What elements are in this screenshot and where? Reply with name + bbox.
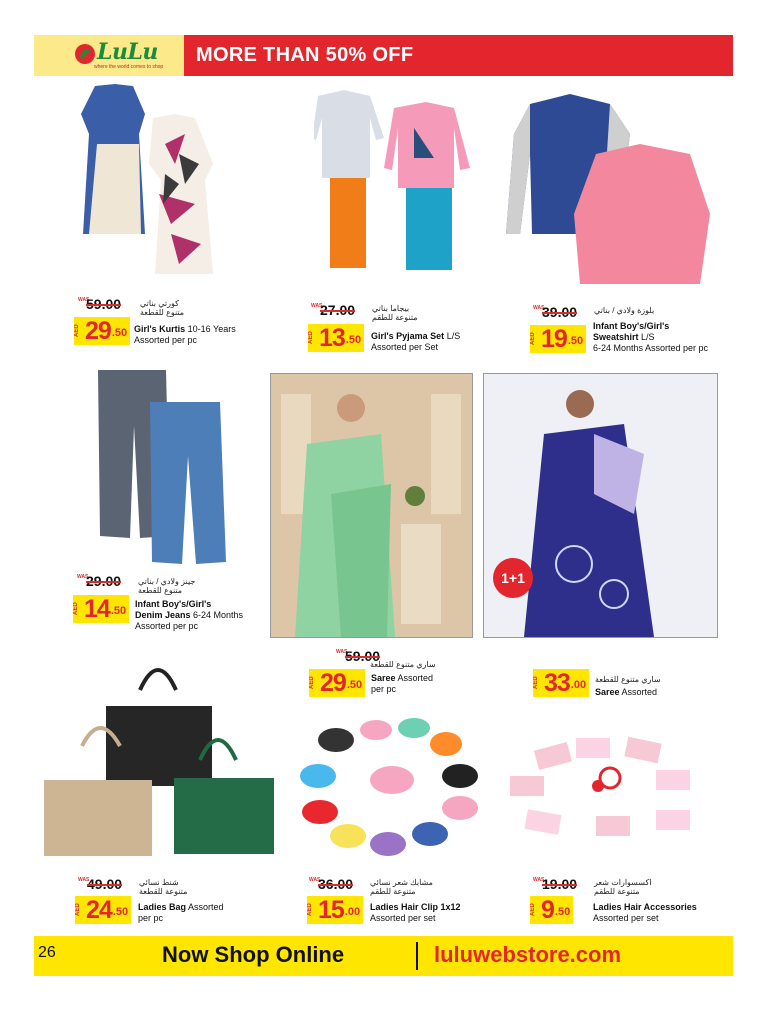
jeans-was-price: 29.00 (86, 573, 122, 589)
kurtis-illustration (75, 84, 235, 280)
kurtis-image[interactable] (75, 84, 235, 280)
saree-blue-price-dec: .00 (570, 679, 587, 691)
sweatshirt-price-int: 19 (541, 325, 567, 353)
bag-name: Ladies Bag (138, 902, 187, 912)
accessories-line2: Assorted per set (593, 913, 659, 923)
saree-blue-price-int: 33 (544, 669, 570, 697)
footer-divider (416, 942, 418, 970)
kurtis-price (74, 317, 130, 345)
saree-green-desc (371, 673, 491, 695)
kurtis-name-rest: 10-16 Years (185, 324, 236, 334)
jeans-illustration (90, 366, 238, 566)
bag-image[interactable] (40, 660, 278, 860)
bag-currency: AED (75, 896, 85, 924)
clip-line2: Assorted per set (370, 913, 436, 923)
bag-was-tag: WAS (78, 877, 90, 883)
saree-green-currency: AED (309, 669, 319, 697)
kurtis-desc (134, 324, 294, 346)
sweatshirt-was-price: 39.00 (542, 304, 578, 320)
bag-illustration (40, 660, 278, 860)
sweatshirt-name-rest: L/S (638, 332, 655, 342)
saree-green-name-rest: Assorted (395, 673, 434, 683)
saree-blue-desc (595, 687, 715, 698)
saree-blue-currency: AED (533, 669, 543, 697)
pyjama-was-tag: WAS (311, 303, 323, 309)
pyjama-currency: AED (308, 324, 318, 352)
accessories-was-tag: WAS (533, 877, 545, 883)
bag-price-dec: .50 (112, 906, 129, 918)
sweatshirt-illustration (500, 94, 716, 288)
logo-tagline: where the world comes to shop (94, 64, 164, 70)
pyjama-price-dec: .50 (345, 334, 362, 346)
jeans-price-int: 14 (84, 595, 110, 623)
kurtis-name: Girl's Kurtis (134, 324, 186, 334)
accessories-desc (593, 902, 733, 924)
pyjama-illustration (314, 88, 472, 273)
bag-price-int: 24 (86, 896, 112, 924)
accessories-price (530, 896, 573, 924)
jeans-name-rest: 6-24 Months (190, 610, 244, 620)
saree-blue-name: Saree (595, 687, 620, 697)
saree-green-was-tag: WAS (336, 649, 348, 655)
jeans-price-dec: .50 (110, 605, 127, 617)
pyjama-image[interactable] (314, 88, 472, 273)
bag-arabic: شنط نسائي متنوعة للقطعة (139, 878, 188, 896)
hair-accessories-image[interactable] (506, 736, 716, 848)
saree-blue-illustration (484, 374, 717, 637)
kurtis-line2: Assorted per pc (134, 335, 198, 345)
sweatshirt-currency: AED (530, 325, 540, 353)
bag-price (75, 896, 131, 924)
jeans-image[interactable] (90, 366, 238, 566)
hair-clip-image[interactable] (296, 716, 486, 862)
saree-green-arabic: ساري متنوع للقطعة (370, 660, 436, 669)
kurtis-currency: AED (74, 317, 84, 345)
jeans-price (73, 595, 129, 623)
logo-wordmark: LuLu (97, 39, 158, 65)
clip-price-dec: .00 (344, 906, 361, 918)
accessories-price-int: 9 (541, 896, 554, 924)
clip-price-int: 15 (318, 896, 344, 924)
bag-was-price: 49.00 (87, 876, 123, 892)
accessories-arabic: اكسسوارات شعر متنوعة للطقم (594, 878, 652, 896)
kurtis-arabic: كورتي بناتي متنوع للقطعة (140, 299, 185, 317)
pyjama-price-int: 13 (319, 324, 345, 352)
kurtis-was-tag: WAS (78, 297, 90, 303)
footer-bar (34, 936, 733, 976)
saree-green-was-price: 59.00 (345, 648, 381, 664)
kurtis-price-dec: .50 (111, 327, 128, 339)
lulu-leaf-icon (74, 43, 96, 65)
pyjama-desc (371, 331, 521, 353)
saree-green-price (309, 669, 365, 697)
jeans-name2: Denim Jeans (135, 610, 191, 620)
saree-blue-price (533, 669, 589, 697)
pyjama-name-rest: L/S (444, 331, 461, 341)
bag-desc (138, 902, 268, 924)
jeans-line2: Assorted per pc (135, 621, 199, 631)
pyjama-name: Girl's Pyjama Set (371, 331, 445, 341)
clip-price (307, 896, 363, 924)
clip-currency: AED (307, 896, 317, 924)
jeans-name: Infant Boy's/Girl's (135, 599, 212, 609)
sweatshirt-name: Infant Boy's/Girl's (593, 321, 670, 331)
sweatshirt-image[interactable] (500, 94, 716, 288)
accessories-name: Ladies Hair Accessories (593, 902, 697, 912)
pyjama-price (308, 324, 364, 352)
sweatshirt-price (530, 325, 586, 353)
clip-desc (370, 902, 510, 924)
bag-name-rest: Assorted (186, 902, 224, 912)
promo-banner: MORE THAN 50% OFF (184, 35, 733, 76)
saree-blue-name-rest: Assorted (619, 687, 658, 697)
sweatshirt-was-tag: WAS (533, 305, 545, 311)
saree-blue-image[interactable] (483, 373, 718, 638)
bag-line2: per pc (138, 913, 164, 923)
lulu-logo (34, 35, 184, 76)
clip-was-tag: WAS (309, 877, 321, 883)
website-link[interactable]: luluwebstore.com (434, 942, 622, 967)
saree-green-name: Saree (371, 673, 396, 683)
saree-green-line2: per pc (371, 684, 397, 694)
sweatshirt-line2: 6-24 Months Assorted per pc (593, 343, 709, 353)
jeans-was-tag: WAS (77, 574, 89, 580)
saree-blue-arabic: ساري متنوع للقطعة (595, 675, 661, 684)
clip-arabic: مشابك شعر نسائي متنوعة للطقم (370, 878, 433, 896)
accessories-price-dec: .50 (554, 906, 571, 918)
hair-clip-illustration (296, 716, 486, 862)
sweatshirt-price-dec: .50 (567, 335, 584, 347)
saree-green-image[interactable] (270, 373, 473, 638)
clip-was-price: 36.00 (318, 876, 354, 892)
kurtis-price-int: 29 (85, 317, 111, 345)
saree-green-illustration (271, 374, 472, 637)
saree-blue-offer-badge: 1+1 (493, 558, 533, 598)
kurtis-was-price: 59.00 (86, 296, 122, 312)
sweatshirt-name2: Sweatshirt (593, 332, 639, 342)
shop-online-text: Now Shop Online (162, 942, 345, 967)
clip-name: Ladies Hair Clip 1x12 (370, 902, 461, 912)
sweatshirt-desc (593, 321, 733, 354)
sweatshirt-arabic: بلوزة ولادي / بناتي (594, 306, 655, 315)
hair-accessories-illustration (506, 736, 716, 848)
jeans-currency: AED (73, 595, 83, 623)
page-number: 26 (38, 944, 56, 961)
pyjama-arabic: بيجاما بناتي متنوعة للطقم (372, 304, 418, 322)
accessories-was-price: 19.00 (542, 876, 578, 892)
accessories-currency: AED (530, 896, 540, 924)
pyjama-line2: Assorted per Set (371, 342, 439, 352)
pyjama-was-price: 27.00 (320, 302, 356, 318)
jeans-arabic: جينز ولادي / بناتي متنوع للقطعة (138, 577, 196, 595)
saree-green-price-int: 29 (320, 669, 346, 697)
jeans-desc (135, 599, 275, 632)
saree-green-price-dec: .50 (346, 679, 363, 691)
